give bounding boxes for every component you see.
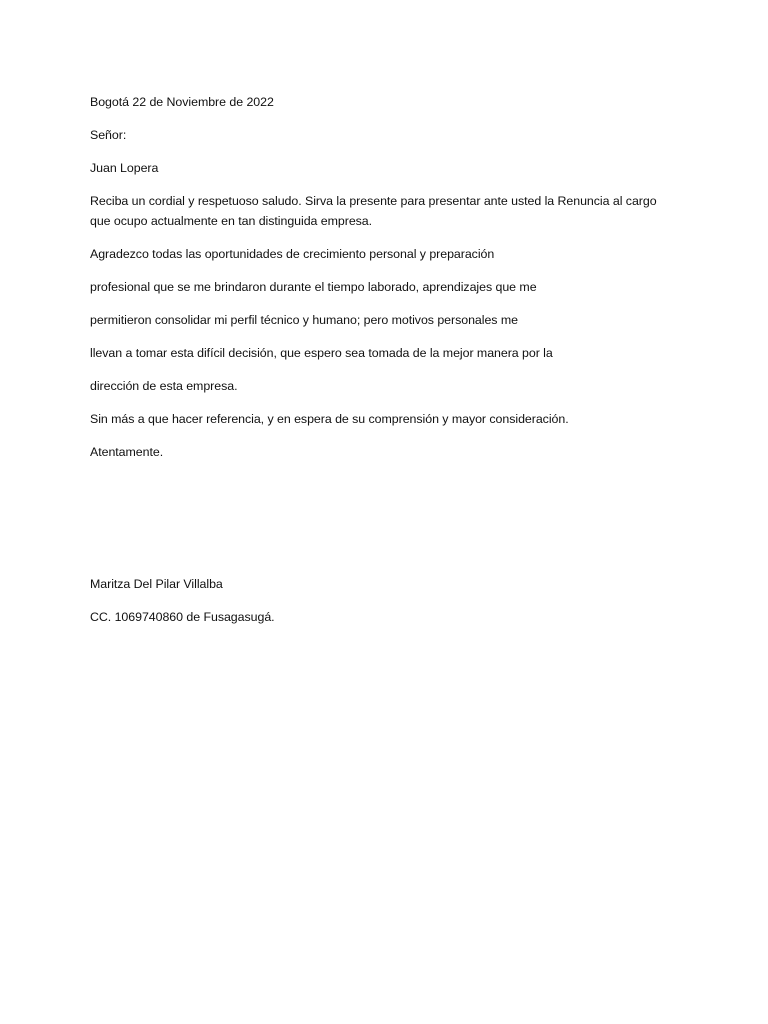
body-line-4: llevan a tomar esta difícil decisión, que espero sea tomada de la mejor manera por la	[90, 346, 553, 360]
signer-name: Maritza Del Pilar Villalba	[90, 577, 223, 591]
letter-date: Bogotá 22 de Noviembre de 2022	[90, 95, 274, 109]
closing-line: Sin más a que hacer referencia, y en espera de su comprensión y mayor consideración.	[90, 412, 569, 426]
recipient-name: Juan Lopera	[90, 161, 159, 175]
intro-line-2: que ocupo actualmente en tan distinguida empresa.	[90, 214, 373, 228]
salutation: Señor:	[90, 128, 127, 142]
sign-off: Atentamente.	[90, 445, 164, 459]
body-line-5: dirección de esta empresa.	[90, 379, 238, 393]
signer-id: CC. 1069740860 de Fusagasugá.	[90, 610, 275, 624]
body-line-2: profesional que se me brindaron durante el tiempo laborado, aprendizajes que me	[90, 280, 537, 294]
intro-line-1: Reciba un cordial y respetuoso saludo. Sirva la presente para presentar ante usted la Renuncia al cargo	[90, 194, 657, 208]
body-line-1: Agradezco todas las oportunidades de crecimiento personal y preparación	[90, 247, 495, 261]
body-line-3: permitieron consolidar mi perfil técnico y humano; pero motivos personales me	[90, 313, 518, 327]
